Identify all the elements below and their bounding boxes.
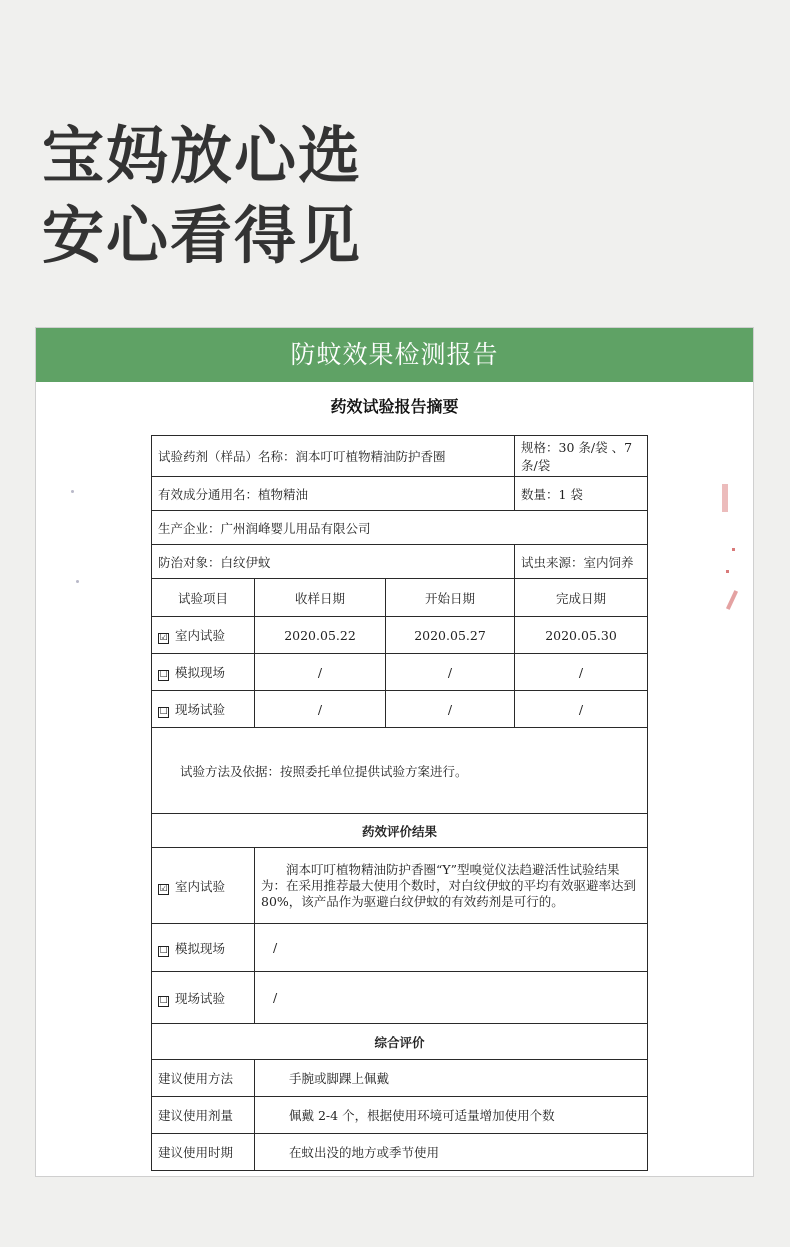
table-row (152, 436, 648, 477)
table-row (152, 1060, 648, 1097)
date-end: / (515, 691, 648, 728)
stamp-fragment-icon (722, 484, 728, 512)
scan-smudge (76, 580, 79, 583)
active-ingredient: 有效成分通用名：植物精油 (152, 477, 515, 511)
checkbox-empty-icon: ☐ (159, 995, 168, 1006)
result-item: 现场试验 (175, 990, 226, 1006)
test-item: 模拟现场 (175, 665, 226, 680)
table-row (152, 1097, 648, 1134)
table-row (152, 1024, 648, 1060)
overall-value: 佩戴 2-4 个，根据使用环境可适量增加使用个数 (255, 1097, 648, 1134)
overall-label: 建议使用方法 (152, 1060, 255, 1097)
checkbox-empty-icon: ☐ (159, 707, 168, 717)
table-row (152, 477, 648, 511)
report-banner: 防蚊效果检测报告 (36, 328, 753, 382)
checkbox-checked-icon: ☑ (159, 633, 168, 643)
date-end: 2020.05.30 (515, 617, 648, 654)
table-row (152, 654, 648, 691)
headline-line-2: 安心看得见 (42, 199, 363, 272)
table-row (152, 728, 648, 814)
date-received: / (255, 691, 386, 728)
column-header: 收样日期 (255, 579, 386, 617)
result-text: / (255, 972, 648, 1024)
date-start: / (386, 691, 515, 728)
table-row (152, 579, 648, 617)
result-item: 室内试验 (175, 878, 226, 894)
overall-label: 建议使用时期 (152, 1134, 255, 1171)
table-row (152, 1134, 648, 1171)
column-header: 完成日期 (515, 579, 648, 617)
table-row (152, 511, 648, 545)
table-row (152, 972, 648, 1024)
checkbox-checked-icon: ☑ (159, 883, 168, 894)
table-row (152, 691, 648, 728)
overall-label: 建议使用剂量 (152, 1097, 255, 1134)
headline (42, 116, 362, 276)
overall-value: 在蚊出没的地方或季节使用 (255, 1134, 648, 1171)
insect-source: 试虫来源：室内饲养 (515, 545, 648, 579)
report-title: 药效试验报告摘要 (330, 397, 459, 416)
scan-smudge (71, 490, 74, 493)
date-received: / (255, 654, 386, 691)
date-end: / (515, 654, 648, 691)
report-frame (35, 327, 754, 1177)
test-item: 室内试验 (175, 628, 226, 643)
result-text: / (255, 924, 648, 972)
sample-name: 试验药剂（样品）名称：润本叮叮植物精油防护香圈 (152, 436, 515, 477)
target: 防治对象：白纹伊蚊 (152, 545, 515, 579)
table-row (152, 924, 648, 972)
quantity: 数量：1 袋 (515, 477, 648, 511)
column-header: 试验项目 (152, 579, 255, 617)
test-method: 试验方法及依据：按照委托单位提供试验方案进行。 (152, 728, 648, 814)
spec: 规格：30 条/袋 、7 条/袋 (515, 436, 648, 477)
table-row (152, 617, 648, 654)
checkbox-empty-icon: ☐ (159, 670, 168, 680)
stamp-fragment-icon (726, 590, 738, 610)
headline-line-1: 宝妈放心选 (42, 119, 363, 192)
date-start: 2020.05.27 (386, 617, 515, 654)
table-row (152, 848, 648, 924)
test-item: 现场试验 (175, 702, 226, 717)
stamp-fragment-icon (726, 570, 729, 573)
overall-header: 综合评价 (152, 1024, 648, 1060)
report-table (151, 435, 648, 1171)
checkbox-empty-icon: ☐ (159, 945, 168, 956)
manufacturer: 生产企业：广州润峰婴儿用品有限公司 (152, 511, 648, 545)
table-row (152, 545, 648, 579)
result-item: 模拟现场 (175, 940, 226, 956)
table-row (152, 814, 648, 848)
overall-value: 手腕或脚踝上佩戴 (255, 1060, 648, 1097)
stamp-fragment-icon (732, 548, 735, 551)
results-header: 药效评价结果 (152, 814, 648, 848)
column-header: 开始日期 (386, 579, 515, 617)
date-received: 2020.05.22 (255, 617, 386, 654)
date-start: / (386, 654, 515, 691)
result-text: 润本叮叮植物精油防护香圈“Y”型嗅觉仪法趋避活性试验结果为：在采用推荐最大使用个数时，对白纹伊蚊的平均有效驱避率达到 80%，该产品作为驱避白纹伊蚊的有效药剂是可行的。 (255, 848, 648, 924)
